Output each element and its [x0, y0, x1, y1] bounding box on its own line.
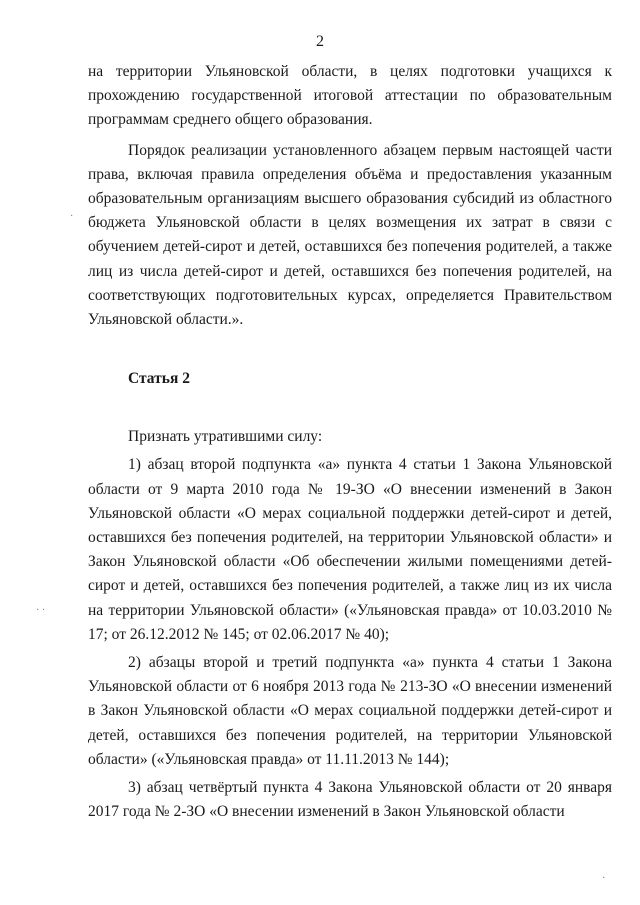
spacer [88, 332, 612, 367]
paragraph-continuation: на территории Ульяновской области, в целях подготовки учащихся к прохождению государственной итоговой аттестации по образовательным программам среднего общего образования. [88, 63, 612, 129]
repeal-item-2: 2) абзацы второй и третий подпункта «а» пункта 4 статьи 1 Закона Ульяновской области от 6 ноября 2013 года № 213-ЗО «О внесении изменений в Закон Ульяновской области «О мерах социальной поддержки детей-сирот и детей, оставшихся без попечения родителей, на территории Ульяновской области» («Ульяновская правда» от 11.11.2013 № 144); [88, 654, 612, 768]
repeal-item-1: 1) абзац второй подпункта «а» пункта 4 статьи 1 Закона Ульяновской области от 9 марта 2010 года № 19-ЗО «О внесении изменений в Закон Ульяновской области «О мерах социальной поддержки детей-сирот и детей, оставшихся без попечения родителей, на территории Ульяновской области» и Закон Ульяновской области «Об обеспечении жилыми помещениями детей-сирот и детей, оставшихся без попечения родителей, а также лиц из их числа на территории Ульяновской области» («Ульяновская правда» от 10.03.2010 № 17; от 26.12.2012 № 145; от 02.06.2017 № 40); [88, 456, 612, 643]
document-body [88, 60, 612, 824]
repeal-item-3: 3) абзац четвёртый пункта 4 Закона Ульяновской области от 20 января 2017 года № 2-ЗО «О внесении изменений в Закон Ульяновской области [88, 779, 612, 821]
article-heading: Статья 2 [128, 370, 190, 388]
spacer [88, 391, 612, 425]
scan-speck: · · [36, 605, 46, 616]
page-number: 2 [316, 33, 324, 50]
paragraph-procedure: Порядок реализации установленного абзацем первым настоящей части права, включая правила определения объёма и предоставления указанным образовательным организациям высшего образования субсидий из областного бюджета Ульяновской области в целях возмещения их затрат в связи с обучением детей-сирот и детей, оставшихся без попечения родителей, а также лиц из числа детей-сирот и детей, оставшихся без попечения родителей, на соответствующих подготовительных курсах, определяется Правительством Ульяновской области.». [88, 141, 612, 329]
repeal-intro: Признать утратившими силу: [128, 428, 323, 446]
scan-speck: · [70, 211, 74, 222]
scan-speck: · [602, 873, 606, 884]
